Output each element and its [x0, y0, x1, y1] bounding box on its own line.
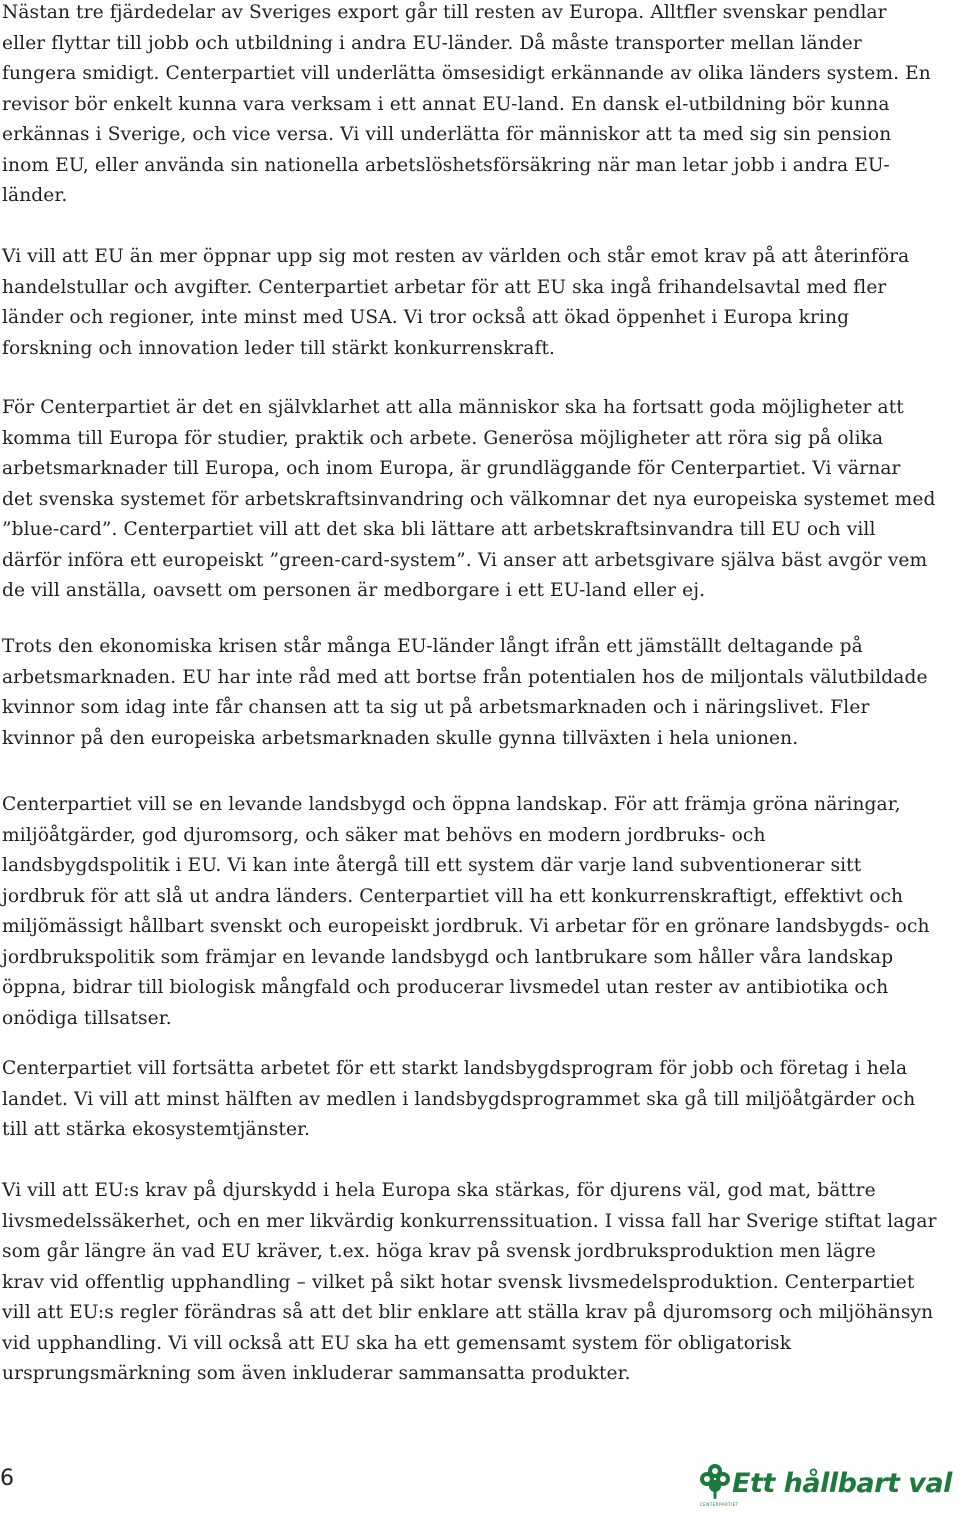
paragraph-rural-program: [2, 1054, 958, 1146]
text-line: handelstullar och avgifter. Centerpartiet arbetar för att EU ska ingå frihandelsavtal med fler: [2, 276, 887, 298]
text-line: landsbygdspolitik i EU. Vi kan inte återgå till ett system där varje land subventionerar sitt: [2, 855, 862, 876]
paragraph-equality: [2, 632, 958, 754]
text-line: jordbruk för att slå ut andra länders. Centerpartiet vill ha ett konkurrenskraftigt, effektivt och: [2, 885, 904, 907]
text-line: kvinnor som idag inte får chansen att ta sig ut på arbetsmarknaden och i näringslivet. Fler: [2, 697, 870, 718]
paragraph-export: [2, 0, 958, 212]
text-line: Vi vill att EU än mer öppnar upp sig mot resten av världen och står emot krav på att återinföra: [2, 246, 910, 267]
brand-slogan: Ett hållbart val: [732, 1468, 952, 1499]
brand-name: CENTERPARTIET: [700, 1502, 739, 1507]
text-line: landet. Vi vill att minst hälften av medlen i landsbygdsprogrammet ska gå till miljöåtgärder och: [2, 1088, 916, 1110]
text-line: Centerpartiet vill se en levande landsbygd och öppna landskap. För att främja gröna näringar,: [2, 794, 901, 815]
text-line: onödiga tillsatser.: [2, 1007, 172, 1029]
text-line: eller flyttar till jobb och utbildning i andra EU-länder. Då måste transporter mellan länder: [2, 32, 862, 54]
clover-logo-icon: [698, 1462, 732, 1504]
text-line: miljömässigt hållbart svenskt och europeiskt jordbruk. Vi arbetar för en grönare landsbygds- och: [2, 916, 930, 937]
text-line: arbetsmarknaden. EU har inte råd med att bortse från potentialen hos de miljontals välutbildade: [2, 666, 928, 688]
text-line: ”blue-card”. Centerpartiet vill att det ska bli lättare att arbetskraftsinvandra till EU och vill: [2, 519, 876, 540]
text-line: kvinnor på den europeiska arbetsmarknaden skulle gynna tillväxten i hela unionen.: [2, 727, 799, 749]
paragraph-countryside: [2, 790, 958, 1034]
text-line: krav vid offentlig upphandling – vilket på sikt hotar svensk livsmedelsproduktion. Centerpartiet: [2, 1271, 915, 1293]
text-line: jordbrukspolitik som främjar en levande landsbygd och lantbrukare som håller våra landskap: [2, 946, 894, 968]
text-line: Nästan tre fjärdedelar av Sveriges export går till resten av Europa. Alltfler svenskar pendlar: [2, 2, 887, 23]
text-line: forskning och innovation leder till stärkt konkurrenskraft.: [2, 337, 556, 359]
text-line: miljöåtgärder, god djuromsorg, och säker mat behövs en modern jordbruks- och: [2, 824, 766, 846]
text-line: ursprungsmärkning som även inkluderar sammansatta produkter.: [2, 1363, 631, 1384]
text-line: För Centerpartiet är det en självklarhet att alla människor ska ha fortsatt goda möjligheter att: [2, 397, 904, 418]
text-line: till att stärka ekosystemtjänster.: [2, 1119, 311, 1140]
page-number: 6: [0, 1466, 14, 1491]
brand-logo: [698, 1462, 952, 1512]
text-line: Trots den ekonomiska krisen står många EU-länder långt ifrån ett jämställt deltagande på: [2, 636, 863, 657]
text-line: arbetsmarknader till Europa, och inom Europa, är grundläggande för Centerpartiet. Vi värnar: [2, 458, 901, 479]
text-line: erkännas i Sverige, och vice versa. Vi vill underlätta för människor att ta med sig sin pension: [2, 124, 892, 145]
text-line: länder.: [2, 185, 68, 206]
text-line: vill att EU:s regler förändras så att det blir enklare att ställa krav på djuromsorg och miljöhänsyn: [2, 1302, 934, 1323]
paragraph-animal-welfare: [2, 1176, 958, 1390]
text-line: länder och regioner, inte minst med USA. Vi tror också att ökad öppenhet i Europa kring: [2, 307, 850, 328]
paragraph-trade: [2, 242, 958, 364]
text-line: inom EU, eller använda sin nationella arbetslöshetsförsäkring när man letar jobb i andra EU-: [2, 154, 890, 176]
text-line: fungera smidigt. Centerpartiet vill underlätta ömsesidigt erkännande av olika länders system. En: [2, 63, 931, 84]
text-line: Centerpartiet vill fortsätta arbetet för ett starkt landsbygdsprogram för jobb och företag i hela: [2, 1058, 908, 1079]
text-line: vid upphandling. Vi vill också att EU ska ha ett gemensamt system för obligatorisk: [2, 1332, 792, 1354]
text-line: som går längre än vad EU kräver, t.ex. höga krav på svensk jordbruksproduktion men lägre: [2, 1241, 876, 1262]
text-line: de vill anställa, oavsett om personen är medborgare i ett EU-land eller ej.: [2, 580, 706, 601]
text-line: öppna, bidrar till biologisk mångfald och producerar livsmedel utan rester av antibiotika och: [2, 977, 889, 998]
text-line: Vi vill att EU:s krav på djurskydd i hela Europa ska stärkas, för djurens väl, god mat, bättre: [2, 1180, 876, 1201]
text-line: komma till Europa för studier, praktik och arbete. Generösa möjligheter att röra sig på olika: [2, 427, 884, 449]
text-line: därför införa ett europeiskt ”green-card-system”. Vi anser att arbetsgivare själva bäst avgör vem: [2, 549, 928, 571]
paragraph-migration: [2, 393, 958, 607]
text-line: livsmedelssäkerhet, och en mer likvärdig konkurrenssituation. I vissa fall har Sverige stiftat lagar: [2, 1210, 937, 1232]
text-line: revisor bör enkelt kunna vara verksam i ett annat EU-land. En dansk el-utbildning bör kunna: [2, 93, 890, 115]
text-line: det svenska systemet för arbetskraftsinvandring och välkomnar det nya europeiska systemet med: [2, 488, 936, 510]
